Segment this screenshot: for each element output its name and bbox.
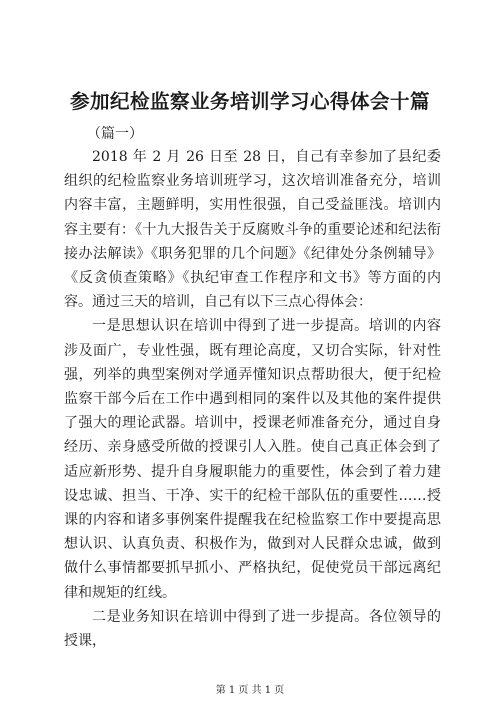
document-title: 参加纪检监察业务培训学习心得体会十篇 bbox=[69, 90, 430, 113]
document-subtitle: （篇一） bbox=[87, 126, 143, 142]
paragraph-intro: 2018 年 2 月 26 日至 28 日，自己有幸参加了县纪委组织的纪检监察业务培训班学习，这次培训准备充分，培训内容丰富，主题鲜明，实用性很强，自己受益匪浅。培训内容主要有：《十九大报告关于反腐败斗争的重要论述和纪法衔接办法解读》《职务犯罪的几个问题》《纪律处分条例辅导》《反贪侦查策略》《执纪审查工作程序和文书》等方面的内容。通过三天的培训，自己有以下三点心得体会： bbox=[64, 149, 441, 311]
paragraph-point-two: 二是业务知识在培训中得到了进一步提高。各位领导的授课， bbox=[64, 608, 441, 650]
paragraph-point-one: 一是思想认识在培训中得到了进一步提高。培训的内容涉及面广，专业性强，既有理论高度，又切合实际，针对性强，列举的典型案例对学通弄懂知识点帮助很大，便于纪检监察干部今后在工作中遇到相同的案件以及其他的案件提供了强大的理论武器。培训中，授课老师准备充分，通过自身经历、亲身感受所做的授课引人入胜。使自己真正体会到了适应新形势、提升自身履职能力的重要性，体会到了着力建设忠诚、担当、干净、实干的纪检干部队伍的重要性……授课的内容和诸多事例案件提醒我在纪检监察工作中要提高思想认识、认真负责、积极作为，做到对人民群众忠诚，做到做什么事情都要抓早抓小、严格执纪，促使党员干部远离纪律和规矩的红线。 bbox=[64, 318, 441, 601]
document-body bbox=[64, 145, 441, 653]
page-footer: 第 1 页 共 1 页 bbox=[215, 685, 285, 696]
